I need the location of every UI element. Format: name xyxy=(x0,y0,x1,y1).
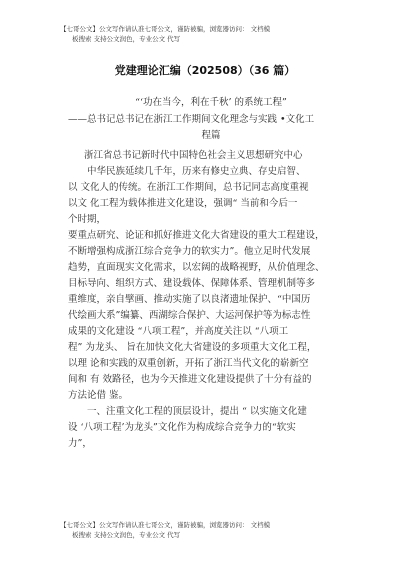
body-line: 程” 为龙头、 旨在加快文化大省建设的多项重大文化工程， xyxy=(68,342,317,353)
organization-line: 浙江省总书记新时代中国特色社会主义思想研究中心 xyxy=(84,150,303,161)
body-line: 以文 化工程为载体推进文化建设，强调“ 当前和今后一 xyxy=(68,198,298,209)
body-line: 重维度，亲自擘画、推动实施了以良渚遗址保护、“中国历 xyxy=(68,294,311,305)
body-line: 代绘画大系”编纂、西湖综合保护、大运河保护等为标志性 xyxy=(68,310,311,321)
body-line: 目标导向、组织方式、建设载体、保障体系、管理机制等多 xyxy=(68,278,316,289)
body-line: 力”， xyxy=(68,438,92,449)
document-title: 党建理论汇编（202508）（36 篇） xyxy=(114,64,296,77)
body-line: 间和 有 效路径，也为今天推进文化建设提供了十分有益的 xyxy=(68,374,312,385)
document-body xyxy=(68,95,354,452)
footer-notice-line: 【七哥公文】公文写作请认准七哥公文，谨防被骗，浏览器访问： 文档模 xyxy=(60,521,271,529)
subtitle-line: ——总书记总书记在浙江工作期间文化理念与实践 •文化工 xyxy=(68,114,315,125)
body-line: 个时期， xyxy=(68,214,107,225)
footer-notice xyxy=(60,520,360,540)
header-notice-line: 板搜索 支持公文润色，专业公文 代写 xyxy=(72,35,181,43)
body-line: 方法论借 鉴。 xyxy=(68,390,129,401)
body-line: 以理 论和实践的双重创新，开拓了浙江当代文化的崭新空 xyxy=(68,358,309,369)
body-line: 中华民族延续几千年，历来有修史立典、存史启智、 xyxy=(87,166,306,177)
subtitle-line: “‘功在当今，利在千秋’ 的系统工程” xyxy=(135,97,287,108)
body-line: 不断增强构成浙江综合竞争力的软实力”。他立足时代发展 xyxy=(68,246,311,257)
body-line: 一、注重文化工程的顶层设计，提出 “ 以实施文化建 xyxy=(87,406,307,417)
body-line: 要重点研究、论证和抓好推进文化大省建设的重大工程建设， xyxy=(68,230,325,241)
body-line: 成果的文化建设 “八项工程”，并高度关注以 “八项工 xyxy=(68,326,289,337)
body-line: 趋势，直面现实文化需求，以宏阔的战略视野，从价值理念、 xyxy=(68,262,325,273)
header-notice-line: 【七哥公文】公文写作请认准七哥公文，谨防被骗，浏览器访问： 文档模 xyxy=(60,25,271,33)
subtitle-line: 程篇 xyxy=(201,130,221,141)
header-notice xyxy=(60,24,360,44)
body-line: 设 ‘八项工程’为龙头”文化作为构成综合竞争力的“软实 xyxy=(68,422,296,433)
footer-notice-line: 板搜索 支持公文润色，专业公文 代写 xyxy=(72,531,181,539)
body-line: 以 文化人的传统。在浙江工作期间，总书记同志高度重视 xyxy=(68,182,309,193)
